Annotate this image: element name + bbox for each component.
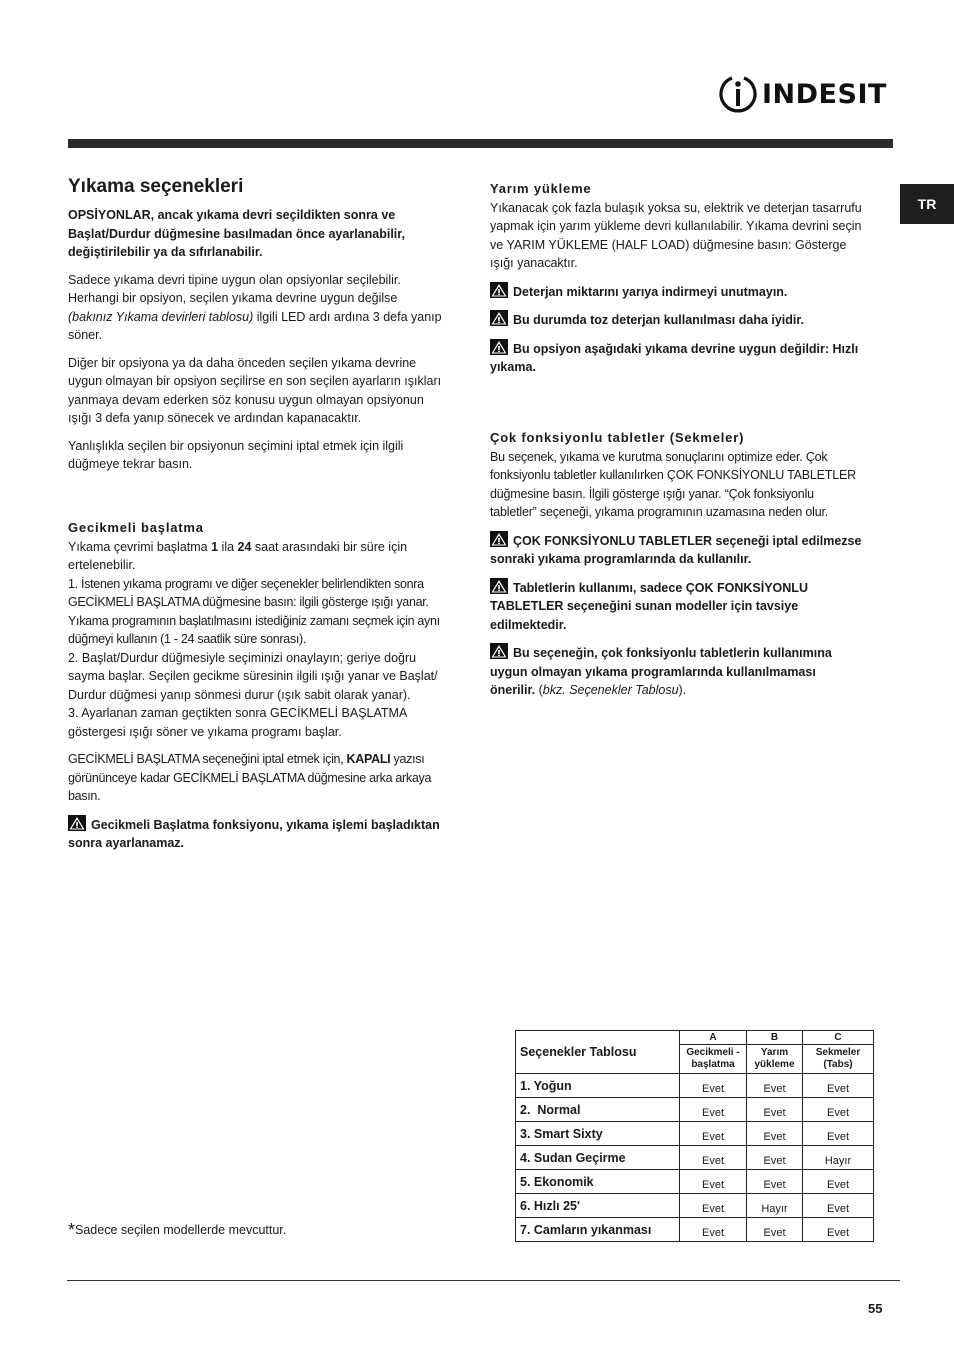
warning-icon xyxy=(490,643,508,659)
column-header: Yarım yükleme xyxy=(747,1045,803,1074)
half-load-heading: Yarım yükleme xyxy=(490,181,592,196)
column-header: Gecikmeli -başlatma xyxy=(680,1045,747,1074)
warning-icon xyxy=(490,339,508,355)
footnote-star: * xyxy=(68,1220,76,1240)
table-cell: Evet xyxy=(803,1170,874,1194)
table-row xyxy=(516,1170,874,1194)
table-cell: Evet xyxy=(680,1122,747,1146)
row-label: 3. Smart Sixty xyxy=(516,1122,680,1146)
table-cell: Hayır xyxy=(747,1194,803,1218)
table-cell: Evet xyxy=(803,1194,874,1218)
half-load-warning-3: Bu opsiyon aşağıdaki yıkama devrine uygun değildir: Hızlı yıkama. xyxy=(490,339,862,377)
tabs-warning-3: Bu seçeneğin, çok fonksiyonlu tabletlerin kullanımına uygun olmayan yıkama programlarında kullanılmaması önerilir. (bkz. Seçenekler Tablosu). xyxy=(490,643,862,700)
table-cell: Evet xyxy=(803,1074,874,1098)
table-row xyxy=(516,1146,874,1170)
delay-step-1: 1. İstenen yıkama programı ve diğer seçenekler belirlendikten sonra GECİKMELİ BAŞLATMA düğmesine basın: ilgili gösterge ışığı yanar. Yıkama programının başlatılmasını istediğiniz zamanı seçmek için aynı düğmeyi kullanın (1 - 24 saatlik süre sonrası). xyxy=(68,576,440,646)
delay-cancel-text: GECİKMELİ BAŞLATMA seçeneğini iptal etmek için, KAPALI yazısı görününceye kadar GECİKMELİ BAŞLATMA düğmesine arka arkaya basın. xyxy=(68,752,432,803)
left-column xyxy=(68,206,445,483)
table-cell: Evet xyxy=(680,1170,747,1194)
table-cell: Hayır xyxy=(803,1146,874,1170)
row-label: 7. Camların yıkanması xyxy=(516,1218,680,1242)
table-row xyxy=(516,1098,874,1122)
table-cell: Evet xyxy=(747,1146,803,1170)
header-rule xyxy=(68,139,893,148)
language-tab: TR xyxy=(900,184,954,224)
options-table-title: Seçenekler Tablosu xyxy=(516,1031,680,1074)
row-label: 1. Yoğun xyxy=(516,1074,680,1098)
footnote xyxy=(68,1220,286,1241)
tabs-heading: Çok fonksiyonlu tabletler (Sekmeler) xyxy=(490,430,745,445)
tabs-text: Bu seçenek, yıkama ve kurutma sonuçlarını optimize eder. Çok fonksiyonlu tabletler kullanılırken ÇOK FONKSİYONLU TABLETLER düğmesine basın. İlgili gösterge ışığı yanar. “Çok fonksiyonlu tabletler” seçeneği, yıkama programının uzamasına neden olur. xyxy=(490,449,856,519)
paragraph-cancel-selection: Yanlışlıkla seçilen bir opsiyonun seçimini iptal etmek için ilgili düğmeye tekrar basın. xyxy=(68,438,404,471)
row-label: 5. Ekonomik xyxy=(516,1170,680,1194)
table-row xyxy=(516,1218,874,1242)
table-cell: Evet xyxy=(747,1122,803,1146)
table-cell: Evet xyxy=(680,1194,747,1218)
brand-logo xyxy=(718,74,887,114)
half-load-warning-1: Deterjan miktarını yarıya indirmeyi unutmayın. xyxy=(490,282,862,302)
delay-step-3: 3. Ayarlanan zaman geçtikten sonra GECİKMELİ BAŞLATMA göstergesi ışığı söner ve yıkama programı başlar. xyxy=(68,706,407,739)
table-cell: Evet xyxy=(803,1122,874,1146)
delay-heading: Gecikmeli başlatma xyxy=(68,520,204,535)
paragraph-options-compat: Sadece yıkama devri tipine uygun olan opsiyonlar seçilebilir. Herhangi bir opsiyon, seçilen yıkama devrine uygun değilse (bakınız Yıkama devirleri tablosu) ilgili LED ardı ardına 3 defa yanıp söner. xyxy=(68,272,442,342)
tabs-warning-1: ÇOK FONKSİYONLU TABLETLER seçeneği iptal edilmezse sonraki yıkama programlarında da kullanılır. xyxy=(490,531,862,569)
table-cell: Evet xyxy=(803,1218,874,1242)
table-cell: Evet xyxy=(680,1146,747,1170)
tabs-section xyxy=(490,429,862,709)
delay-step-2: 2. Başlat/Durdur düğmesiyle seçiminizi onaylayın; geriye doğru sayma başlar. Seçilen gecikme süresinin ilgili ışığı yanar ve Başlat/ Durdur düğmesi yanıp sönmesi durur (ışık sabit olarak yanar). xyxy=(68,650,438,702)
warning-icon xyxy=(490,578,508,594)
logo-wordmark: INDESIT xyxy=(762,78,887,110)
table-row xyxy=(516,1122,874,1146)
row-label: 4. Sudan Geçirme xyxy=(516,1146,680,1170)
table-cell: Evet xyxy=(747,1098,803,1122)
warning-icon xyxy=(68,815,86,831)
half-load-text: Yıkanacak çok fazla bulaşık yoksa su, elektrik ve deterjan tasarrufu yapmak için yarım yükleme devri kullanılabilir. Yıkama devrini seçin ve YARIM YÜKLEME (HALF LOAD) düğmesine basın: Gösterge ışığı yanacaktır. xyxy=(490,200,862,270)
table-cell: Evet xyxy=(747,1074,803,1098)
table-cell: Evet xyxy=(747,1170,803,1194)
page-number: 55 xyxy=(868,1301,883,1316)
column-header: Sekmeler (Tabs) xyxy=(803,1045,874,1074)
column-letter: B xyxy=(747,1031,803,1045)
half-load-section xyxy=(490,180,862,386)
table-row xyxy=(516,1074,874,1098)
warning-icon xyxy=(490,531,508,547)
tabs-warning-2: Tabletlerin kullanımı, sadece ÇOK FONKSİYONLU TABLETLER seçeneğini sunan modeller için tavsiye edilmektedir. xyxy=(490,578,862,635)
indesit-emblem-icon xyxy=(718,74,758,114)
page-title: Yıkama seçenekleri xyxy=(68,176,244,197)
column-letter: C xyxy=(803,1031,874,1045)
delay-warning: Gecikmeli Başlatma fonksiyonu, yıkama işlemi başladıktan sonra ayarlanamaz. xyxy=(68,815,445,853)
table-cell: Evet xyxy=(747,1218,803,1242)
intro-bold-text: OPSİYONLAR, ancak yıkama devri seçildikten sonra ve Başlat/Durdur düğmesine basılmadan önce ayarlanabilir, değiştirilebilir ya da sıfırlanabilir. xyxy=(68,208,405,259)
delay-intro: Yıkama çevrimi başlatma 1 ila 24 saat arasındaki bir süre için ertelenebilir. xyxy=(68,539,408,572)
footer-rule xyxy=(67,1280,900,1281)
options-table xyxy=(515,1030,874,1242)
warning-icon xyxy=(490,282,508,298)
warning-icon xyxy=(490,310,508,326)
table-cell: Evet xyxy=(680,1098,747,1122)
footnote-text: Sadece seçilen modellerde mevcuttur. xyxy=(75,1223,287,1237)
table-cell: Evet xyxy=(680,1074,747,1098)
table-cell: Evet xyxy=(680,1218,747,1242)
row-label: 2. Normal xyxy=(516,1098,680,1122)
paragraph-incompatible-option: Diğer bir opsiyona ya da daha önceden seçilen yıkama devrine uygun olmayan bir opsiyon seçilirse en son seçilen ayarların ışıkları yanmaya devam ederken söz konusu uygun olmayan opsiyonun ışığı 3 defa yanıp sönecek ve ardından kapanacaktır. xyxy=(68,355,442,425)
table-row xyxy=(516,1194,874,1218)
column-letter: A xyxy=(680,1031,747,1045)
row-label: 6. Hızlı 25' xyxy=(516,1194,680,1218)
table-cell: Evet xyxy=(803,1098,874,1122)
half-load-warning-2: Bu durumda toz deterjan kullanılması daha iyidir. xyxy=(490,310,862,330)
delay-section xyxy=(68,519,445,862)
